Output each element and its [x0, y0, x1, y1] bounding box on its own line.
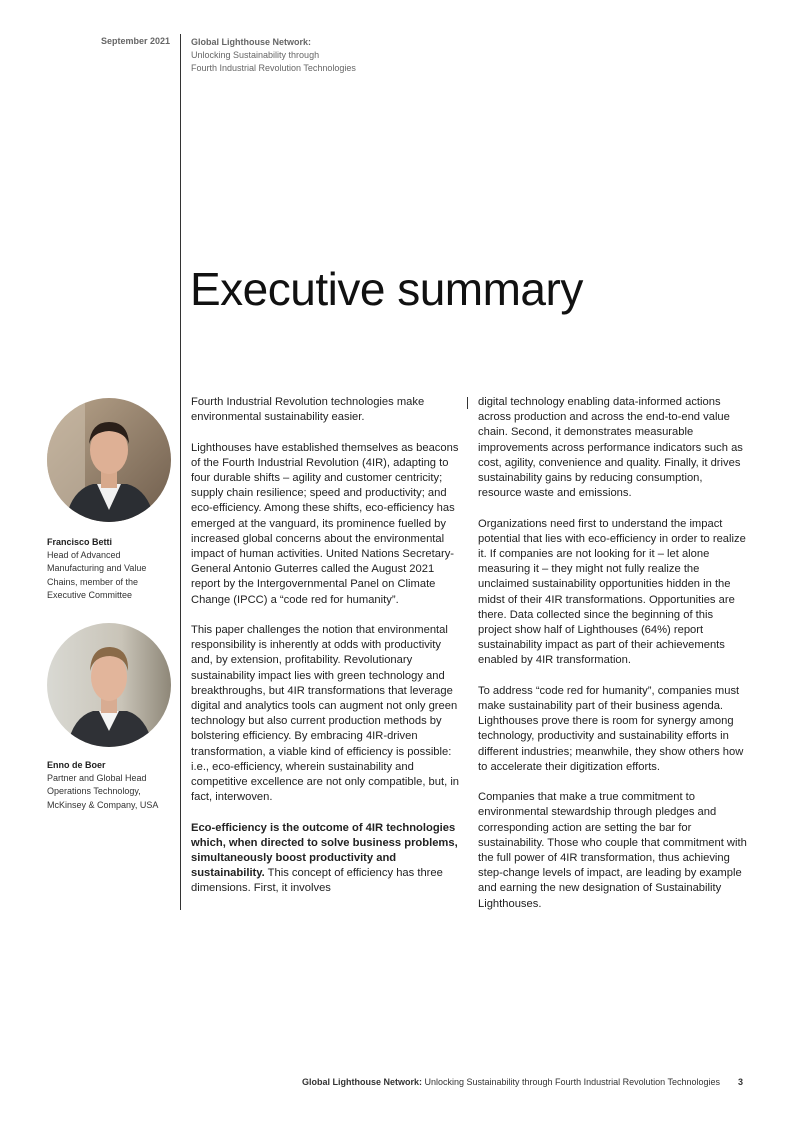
- footer-title: [0, 1077, 720, 1087]
- body-paragraph: Organizations need first to understand the impact potential that lies with eco-efficiency in order to realize it. If companies are not looking for it – let alone measuring it – they might not fully realize the unclaimed sustainability opportunities hidden in the midst of their 4IR transformations. Opportunities are there. Data collected since the beginning of this project show half of Lighthouses (64%) report sustainability impact as part of their achievements enabled by 4IR transformation.: [478, 517, 746, 667]
- footer-title-bold: Global Lighthouse Network:: [301, 1077, 422, 1087]
- person-role-line: Partner and Global Head: [47, 773, 147, 784]
- header-title: [191, 36, 356, 75]
- body-paragraph-highlight: [191, 821, 463, 897]
- person-francisco-betti: [47, 536, 177, 602]
- person-role-line: Chains, member of the: [47, 576, 139, 587]
- body-column-2: [478, 395, 748, 927]
- person-role-line: Manufacturing and Value: [47, 563, 147, 574]
- header-title-line2: Unlocking Sustainability through: [191, 50, 320, 60]
- header-title-bold: Global Lighthouse Network:: [191, 37, 312, 47]
- body-emphasis: Eco-efficiency is the outcome of 4IR technologies which, when directed to solve business problems, simultaneously boost productivity and sustainability.: [191, 821, 458, 880]
- person-role-line: Executive Committee: [47, 589, 133, 600]
- body-paragraph: To address “code red for humanity”, companies must make sustainability part of their business agenda. Lighthouses prove there is room for synergy among technology, productivity and sustainability efforts in different industries; meanwhile, they show others how to accelerate their digitization efforts.: [478, 684, 744, 773]
- body-column-1: [191, 395, 463, 912]
- body-paragraph: Lighthouses have established themselves as beacons of the Fourth Industrial Revolution (4IR), adapting to four durable shifts – agility and customer centricity; supply chain resilience; speed and productivity; and eco-efficiency. Among these shifts, eco-efficiency has emerged at the vanguard, its prominence fuelled by increased global concerns about the environmental impact of human activities. United Nations Secretary-General Antonio Guterres called the August 2021 report by the Intergovernmental Panel on Climate Change (IPCC) a “code red for humanity”.: [191, 441, 459, 606]
- person-role-line: Head of Advanced: [47, 550, 121, 561]
- header-title-line3: Fourth Industrial Revolution Technologies: [191, 63, 356, 73]
- body-paragraph: This paper challenges the notion that environmental responsibility is inherently at odds with productivity and, by extension, profitability. Revolutionary sustainability impact lies with green technology and breakthroughs, but 4IR transformations that leverage digital and analytics tools can augment not only green technology but also current production methods by bolstering efficiency. By embracing 4IR-driven transformation, a viable kind of efficiency is possible: i.e., eco-efficiency, wherein sustainability and competitive excellence are not only compatible, but, in fact, interwoven.: [191, 624, 460, 804]
- header-vertical-rule: [180, 34, 181, 910]
- column-divider: [467, 397, 468, 409]
- page-number: 3: [738, 1077, 744, 1087]
- person-name: Francisco Betti: [47, 537, 113, 547]
- body-paragraph: Companies that make a true commitment to environmental stewardship through pledges and corresponding action are setting the bar for sustainability. Those who couple that commitment with the full power of 4IR transformation, thus achieving step-change levels of impact, are leading by example and earning the new designation of Sustainability Lighthouses.: [478, 791, 747, 910]
- portrait-enno-de-boer: [47, 623, 171, 747]
- body-emphasis-continuation: This concept of efficiency has three dimensions. First, it involves: [191, 867, 443, 895]
- person-role-line: McKinsey & Company, USA: [47, 799, 159, 810]
- person-role-line: Operations Technology,: [47, 786, 141, 797]
- body-paragraph: Fourth Industrial Revolution technologies make environmental sustainability easier.: [191, 396, 425, 424]
- portrait-francisco-betti: [47, 398, 171, 522]
- person-name: Enno de Boer: [47, 760, 106, 770]
- page-title: Executive summary: [190, 263, 583, 315]
- footer-title-rest: Unlocking Sustainability through Fourth Industrial Revolution Technologies: [421, 1077, 720, 1087]
- person-enno-de-boer: [47, 759, 177, 812]
- body-paragraph: digital technology enabling data-informed actions across production and across the end-to-end value chain. Second, it demonstrates measurable improvements across performance indicators such as cost, agility, convenience and quality. Finally, it drives sustainability gains by reducing consumption, resource waste and emissions.: [478, 396, 743, 500]
- header-date: September 2021: [100, 36, 170, 46]
